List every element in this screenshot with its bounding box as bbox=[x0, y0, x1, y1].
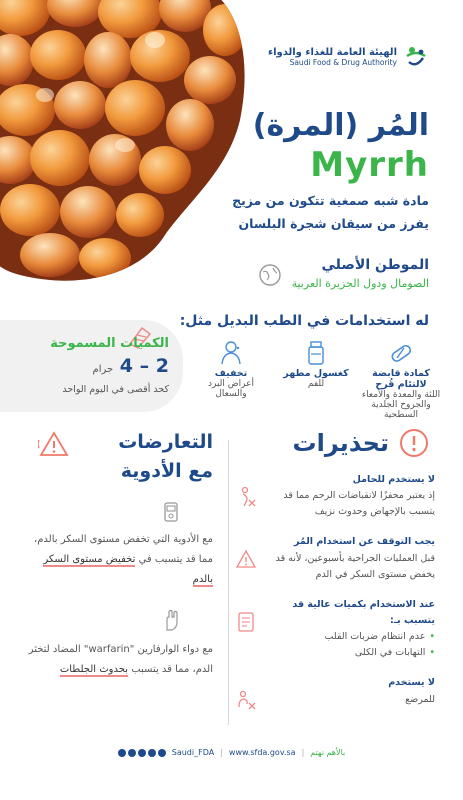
dosage-note: كحد أقصى في اليوم الواحد bbox=[62, 384, 169, 395]
warning-text: للمرضع bbox=[405, 693, 435, 705]
interaction-highlight: بحدوث الجلطات bbox=[59, 664, 128, 675]
social-icon[interactable] bbox=[138, 749, 146, 757]
use-detail: للفم bbox=[307, 379, 325, 389]
dosage-unit: جرام bbox=[92, 364, 114, 375]
social-icon[interactable] bbox=[158, 749, 166, 757]
interaction-item bbox=[28, 530, 213, 590]
warning-text: قبل العمليات الجراحية بأسبوعين، لأنه قد يخفض مستوى السكر في الدم bbox=[275, 552, 435, 580]
page-title-en: Myrrh bbox=[310, 145, 429, 185]
warning-head: لا يستخدم bbox=[388, 677, 435, 689]
warning-item bbox=[235, 675, 435, 711]
warning-text: إذ يعتبر محفزًا لانقباضات الرحم مما قد يتسبب بالإجهاض وحدوث نزيف bbox=[283, 490, 435, 518]
interactions-title-line1: التعارضات bbox=[118, 431, 213, 453]
warnings-title: تحذيرات bbox=[292, 429, 389, 457]
use-item bbox=[361, 340, 441, 420]
document-icon bbox=[235, 611, 257, 633]
nursing-mother-icon bbox=[235, 689, 257, 711]
website-link[interactable]: www.sfda.gov.sa bbox=[228, 748, 296, 757]
warning-head: لا يستخدم للحامل bbox=[352, 474, 435, 485]
origin-section bbox=[258, 257, 429, 290]
origin-title: الموطن الأصلي bbox=[321, 257, 429, 273]
cold-cough-icon bbox=[217, 340, 245, 366]
dosage-value bbox=[93, 355, 170, 377]
section-divider bbox=[228, 440, 229, 725]
uses-list bbox=[191, 340, 441, 420]
glucose-meter-icon bbox=[160, 500, 184, 524]
use-name: كغسول مطهر bbox=[283, 368, 349, 379]
hand-icon bbox=[160, 608, 184, 632]
footer-separator: | bbox=[220, 748, 223, 757]
footer-slogan: بالأهم نهتم bbox=[310, 748, 346, 757]
interaction-item bbox=[28, 640, 213, 680]
warning-item bbox=[235, 597, 435, 662]
pregnant-woman-icon bbox=[235, 486, 257, 508]
footer-separator: | bbox=[301, 748, 305, 757]
description: مادة شبه صمغية تتكون من مزيج يفرز من سيقان شجرة البلسان bbox=[232, 193, 429, 231]
dosage-box bbox=[0, 320, 183, 412]
interactions-title-line2: مع الأدوية bbox=[120, 459, 213, 482]
use-detail: اللثة والمعدة والأمعاء والجروح الجلدية السطحية bbox=[361, 390, 441, 420]
warnings-list bbox=[235, 472, 435, 725]
globe-icon bbox=[258, 263, 282, 287]
warning-head: عند الاستخدام بكميات عالية قد يتسبب بـ: bbox=[292, 598, 435, 626]
warning-bullet: • التهابات في الكلى bbox=[265, 645, 435, 661]
social-icon[interactable] bbox=[118, 749, 126, 757]
warning-head: يجب التوقف عن استخدام المُر bbox=[293, 536, 435, 548]
use-item bbox=[191, 340, 271, 420]
mouthwash-bottle-icon bbox=[302, 340, 330, 366]
warning-item bbox=[235, 534, 435, 582]
warning-item bbox=[235, 472, 435, 520]
footer bbox=[0, 748, 463, 757]
sfda-logo bbox=[268, 44, 429, 70]
sfda-logo-icon bbox=[403, 44, 429, 70]
use-detail: أعراض البرد والسعال bbox=[207, 379, 254, 399]
dosage-title: الكميات المسموحة bbox=[50, 336, 169, 351]
interaction-highlight: تخفيض مستوى السكر بالدم bbox=[43, 554, 213, 585]
social-icon[interactable] bbox=[148, 749, 156, 757]
interaction-text: مع الأدوية التي تخفض مستوى السكر بالدم، مما قد يتسبب في bbox=[33, 534, 213, 565]
warning-triangle-icon bbox=[235, 548, 257, 570]
org-name-en: Saudi Food & Drug Authority bbox=[289, 58, 397, 67]
capsule-icon bbox=[387, 340, 415, 366]
uses-title: له استخدامات في الطب البديل مثل: bbox=[179, 313, 429, 329]
use-item bbox=[276, 340, 356, 420]
social-icons bbox=[118, 749, 166, 757]
warnings-header bbox=[293, 428, 429, 458]
use-name: تخفيف bbox=[214, 368, 248, 379]
warning-triangle-icon bbox=[38, 430, 70, 458]
dosage-amount: 2 – 4 bbox=[119, 355, 169, 377]
org-name-ar: الهيئة العامة للغذاء والدواء bbox=[267, 47, 397, 58]
page-title-ar: المُر (المرة) bbox=[252, 108, 429, 143]
social-handle[interactable]: Saudi_FDA bbox=[171, 748, 215, 757]
myrrh-resin-image bbox=[0, 0, 250, 290]
use-name: كمادة قابضة لالتئام قُرح bbox=[372, 368, 430, 390]
interaction-text: مع دواء الوارفارين "warfarin" المضاد لتخثر الدم، مما قد يتسبب bbox=[28, 644, 213, 675]
warning-bullet: • عدم انتظام ضربات القلب bbox=[265, 629, 435, 645]
social-icon[interactable] bbox=[128, 749, 136, 757]
exclamation-circle-icon bbox=[399, 428, 429, 458]
origin-text: الصومال ودول الجزيرة العربية bbox=[291, 277, 429, 290]
interactions-header bbox=[28, 428, 213, 485]
